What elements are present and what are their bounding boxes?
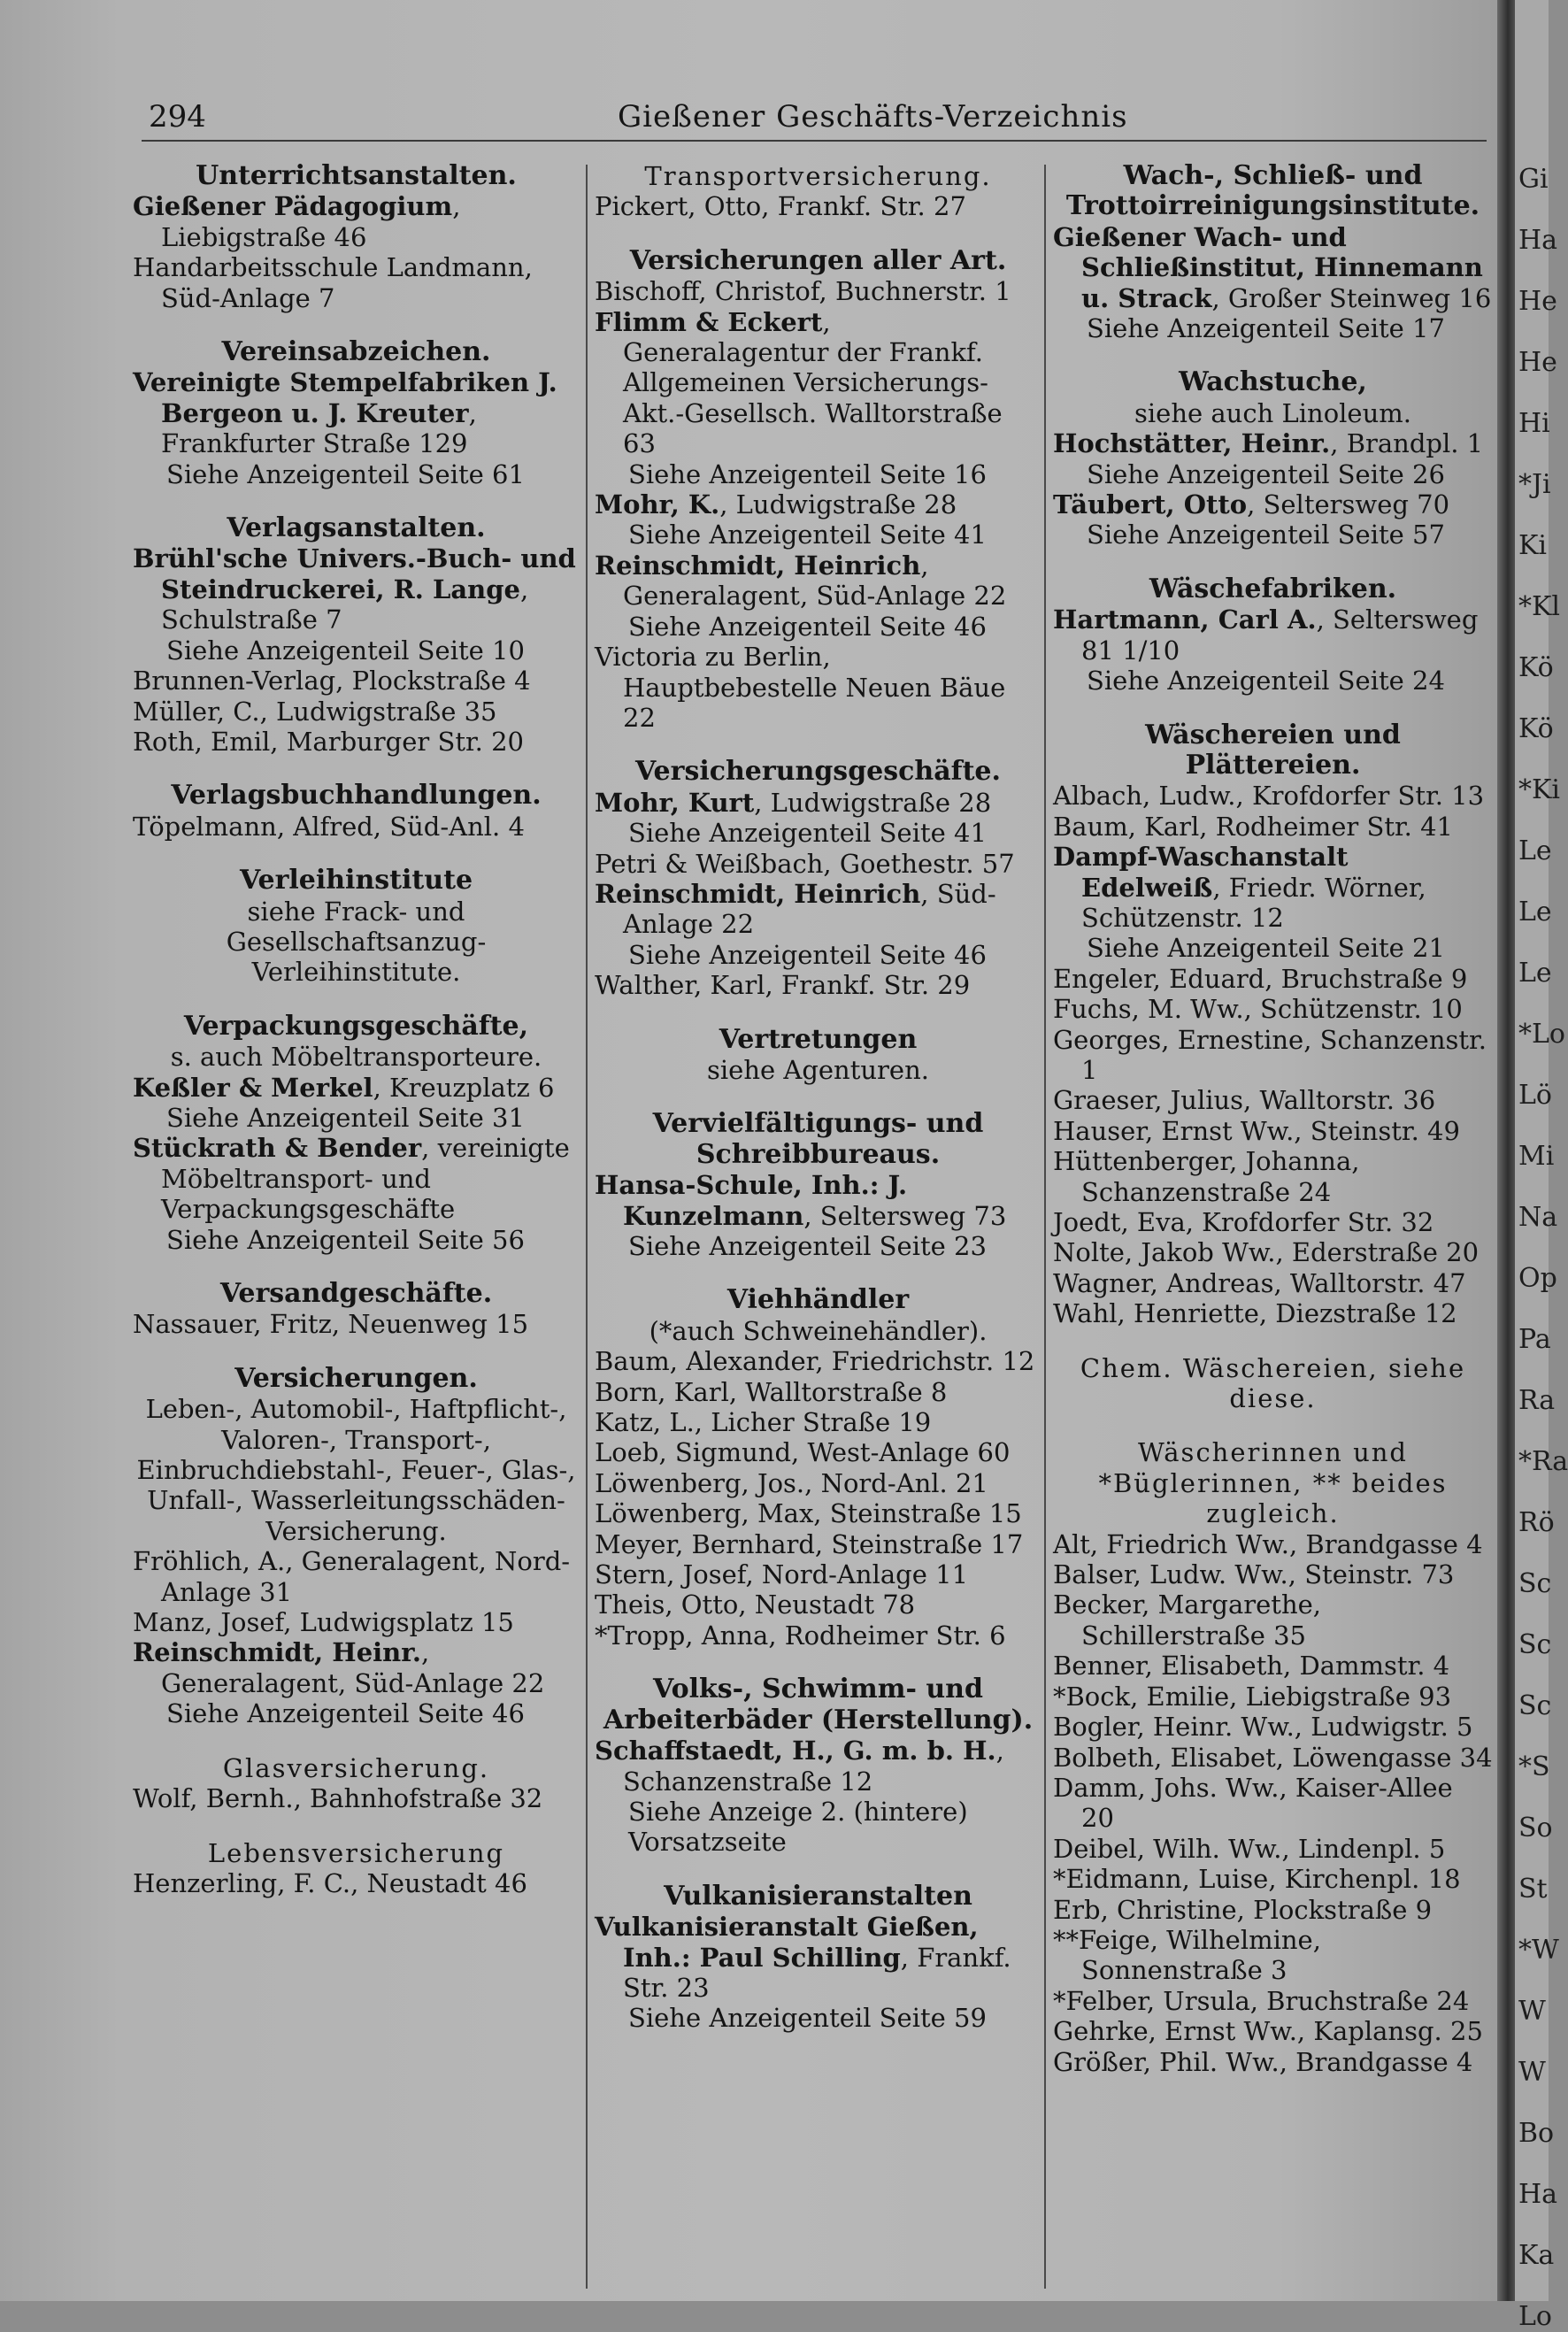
directory-entry	[133, 191, 580, 252]
next-page-fragment: *Ki	[1518, 774, 1561, 805]
directory-entry: Baum, Alexander, Friedrichstr. 12	[595, 1346, 1035, 1377]
section-note: siehe Agenturen.	[707, 1054, 929, 1085]
entry-details: , Generalagentur der Frankf. Allgemeinen Versicherungs-Akt.-Gesellsch. Walltorstraße 63	[623, 306, 1003, 459]
directory-entry: Victoria zu Berlin, Hauptbebestelle Neuen Bäue 22	[595, 642, 1006, 733]
section-gap	[133, 988, 580, 1012]
directory-entry: Löwenberg, Jos., Nord-Anl. 21	[595, 1467, 988, 1498]
section-gap	[1053, 1413, 1493, 1437]
header-rule	[142, 140, 1487, 142]
next-page-fragment: Lö	[1518, 1080, 1552, 1111]
directory-entry: *Eidmann, Luise, Kirchenpl. 18	[1053, 1864, 1461, 1895]
next-page-edge	[1515, 0, 1568, 2332]
section-gap	[595, 1085, 1041, 1109]
advertisement-reference: Siehe Anzeigenteil Seite 46	[166, 1698, 525, 1729]
entry-details: , vereinigte Möbeltransport- und Verpackungsgeschäfte	[161, 1133, 570, 1225]
next-page-fragment: Le	[1518, 897, 1552, 927]
directory-entry: Albach, Ludw., Krofdorfer Str. 13	[1053, 781, 1485, 812]
next-page-fragment: Kö	[1518, 713, 1554, 744]
next-page-fragment: *S	[1518, 1751, 1550, 1782]
section-heading: Versicherungsgeschäfte.	[635, 756, 1001, 788]
directory-entry: Hüttenberger, Johanna, Schanzenstraße 24	[1053, 1146, 1360, 1207]
directory-entry	[595, 788, 1041, 818]
directory-entry: Nolte, Jakob Ww., Ederstraße 20	[1053, 1237, 1480, 1268]
directory-entry	[133, 1133, 580, 1224]
next-page-fragment: Ha	[1518, 225, 1558, 256]
section-heading: Wäschereien und Plättereien.	[1145, 719, 1401, 781]
page-header	[149, 99, 1128, 138]
next-page-fragment: Le	[1518, 958, 1552, 989]
section-gap	[1053, 697, 1493, 720]
advertisement-reference: Siehe Anzeigenteil Seite 59	[628, 2003, 987, 2034]
next-page-fragment: Na	[1518, 1202, 1558, 1233]
entry-name: Reinschmidt, Heinrich	[595, 550, 921, 581]
section-heading: Vulkanisieranstalten	[664, 1880, 972, 1912]
directory-entry: **Feige, Wilhelmine, Sonnenstraße 3	[1053, 1924, 1321, 1986]
directory-entry	[1053, 428, 1493, 458]
section-heading: Verpackungsgeschäfte,	[183, 1010, 529, 1042]
section-heading: Volks-, Schwimm- und Arbeiterbäder (Herstellung).	[603, 1674, 1034, 1736]
section-gap	[133, 842, 580, 866]
section-gap	[595, 733, 1041, 757]
section-note: Leben-, Automobil-, Haftpflicht-, Valoren-, Transport-, Einbruchdiebstahl-, Feuer-, Glas-, Unfall-, Wasserleitungsschäden-Versicherung.	[136, 1394, 576, 1546]
entry-name: Vereinigte Stempelfabriken J. Bergeon u. J. Kreuter	[133, 367, 557, 428]
directory-entry: Baum, Karl, Rodheimer Str. 41	[1053, 811, 1453, 842]
next-page-fragment: *W	[1518, 1935, 1559, 1966]
section-heading: Versicherungen aller Art.	[629, 244, 1007, 276]
entry-name: Brühl'sche Univers.-Buch- und Steindruckerei, R. Lange	[133, 543, 576, 604]
next-page-fragment: So	[1518, 1812, 1553, 1843]
entry-name: Dampf-Waschanstalt Edelweiß	[1053, 842, 1349, 903]
directory-entry: Born, Karl, Walltorstraße 8	[595, 1376, 948, 1407]
entry-details: , Friedr. Wörner, Schützenstr. 12	[1081, 872, 1426, 933]
entry-name: Mohr, Kurt	[595, 787, 755, 818]
advertisement-reference: Siehe Anzeigenteil Seite 17	[1087, 313, 1445, 344]
directory-entry: Benner, Elisabeth, Dammstr. 4	[1053, 1651, 1450, 1682]
directory-entry: Löwenberg, Max, Steinstraße 15	[595, 1498, 1022, 1529]
section-gap	[1053, 343, 1493, 367]
directory-entry	[133, 1637, 580, 1698]
directory-column-3	[1053, 161, 1493, 2294]
next-page-fragment: Ki	[1518, 530, 1548, 561]
section-gap	[595, 1001, 1041, 1025]
directory-entry: Becker, Margarethe, Schillerstraße 35	[1053, 1589, 1321, 1651]
entry-details: , Generalagent, Süd-Anlage 22	[161, 1637, 545, 1698]
entry-name: Keßler & Merkel	[133, 1072, 373, 1103]
entry-details: , Ludwigstraße 28	[719, 489, 957, 520]
directory-entry: Wagner, Andreas, Walltorstr. 47	[1053, 1267, 1466, 1298]
directory-entry	[133, 1073, 580, 1103]
advertisement-reference: Siehe Anzeigenteil Seite 46	[628, 939, 987, 970]
directory-entry	[1053, 842, 1493, 933]
advertisement-reference: Siehe Anzeigenteil Seite 57	[1087, 520, 1445, 550]
next-page-fragment: *Ra	[1518, 1446, 1568, 1477]
subsection-heading: Glasversicherung.	[222, 1752, 490, 1783]
next-page-fragment: *Kl	[1518, 591, 1561, 622]
section-gap	[595, 1858, 1041, 1882]
section-heading: Unterrichtsanstalten.	[196, 160, 517, 191]
directory-entry: Pickert, Otto, Frankf. Str. 27	[595, 191, 966, 222]
entry-name: Hochstätter, Heinr.	[1053, 428, 1331, 459]
section-heading: Verlagsbuchhandlungen.	[171, 780, 542, 812]
directory-entry	[1053, 489, 1493, 520]
directory-entry: Joedt, Eva, Krofdorfer Str. 32	[1053, 1207, 1434, 1237]
entry-details: , Seltersweg 70	[1247, 489, 1450, 520]
entry-details: , Seltersweg 81 1/10	[1081, 604, 1479, 666]
section-gap	[595, 1261, 1041, 1285]
running-title: Gießener Geschäfts-Verzeichnis	[618, 99, 1128, 135]
directory-entry: Gehrke, Ernst Ww., Kaplansg. 25	[1053, 2016, 1483, 2047]
section-gap	[595, 1651, 1041, 1674]
column-divider	[1044, 165, 1046, 2289]
directory-entry: Müller, C., Ludwigstraße 35	[133, 696, 497, 727]
next-page-fragment: St	[1518, 1874, 1548, 1905]
entry-details: , Kreuzplatz 6	[373, 1072, 555, 1103]
entry-details: , Seltersweg 73	[803, 1200, 1007, 1231]
section-gap	[133, 1729, 580, 1753]
entry-details: , Schulstraße 7	[161, 573, 529, 635]
next-page-fragment: *Ji	[1518, 469, 1551, 500]
advertisement-reference: Siehe Anzeigenteil Seite 56	[166, 1224, 525, 1255]
next-page-fragment: Ha	[1518, 2179, 1558, 2210]
directory-entry: Loeb, Sigmund, West-Anlage 60	[595, 1437, 1011, 1468]
next-page-fragment: He	[1518, 347, 1557, 378]
directory-entry: Deibel, Wilh. Ww., Lindenpl. 5	[1053, 1833, 1446, 1864]
directory-entry: Nassauer, Fritz, Neuenweg 15	[133, 1309, 529, 1340]
directory-entry	[595, 879, 1041, 940]
next-page-fragment: W	[1518, 1996, 1546, 2027]
directory-entry: Fröhlich, A., Generalagent, Nord-Anlage 31	[133, 1546, 571, 1607]
entry-name: Reinschmidt, Heinr.	[133, 1637, 421, 1668]
section-heading: Versicherungen.	[234, 1362, 478, 1394]
directory-entry: *Felber, Ursula, Bruchstraße 24	[1053, 1985, 1470, 2016]
next-page-fragment: Lo	[1518, 2301, 1552, 2332]
next-page-fragment: Sc	[1518, 1690, 1552, 1721]
section-gap	[133, 489, 580, 513]
directory-entry: Walther, Karl, Frankf. Str. 29	[595, 970, 971, 1001]
entry-details: , Generalagent, Süd-Anlage 22	[623, 550, 1007, 612]
directory-entry: Meyer, Bernhard, Steinstraße 17	[595, 1528, 1024, 1559]
directory-entry: Katz, L., Licher Straße 19	[595, 1407, 932, 1438]
directory-entry: Hauser, Ernst Ww., Steinstr. 49	[1053, 1115, 1460, 1146]
page-number: 294	[149, 99, 206, 135]
advertisement-reference: Siehe Anzeigenteil Seite 31	[166, 1102, 525, 1133]
directory-entry: Alt, Friedrich Ww., Brandgasse 4	[1053, 1528, 1483, 1559]
section-gap	[133, 1255, 580, 1279]
next-page-fragment: W	[1518, 2057, 1546, 2088]
column-divider	[586, 165, 588, 2289]
entry-name: Mohr, K.	[595, 489, 720, 520]
directory-entry: Töpelmann, Alfred, Süd-Anl. 4	[133, 811, 525, 842]
entry-name: Gießener Wach- und Schließinstitut, Hinnemann u. Strack	[1053, 221, 1483, 313]
directory-entry: Manz, Josef, Ludwigsplatz 15	[133, 1607, 514, 1638]
directory-entry	[133, 367, 580, 458]
entry-name: Schaffstaedt, H., G. m. b. H.	[595, 1736, 996, 1766]
next-page-fragment: Op	[1518, 1263, 1557, 1294]
directory-entry: Fuchs, M. Ww., Schützenstr. 10	[1053, 994, 1463, 1025]
directory-column-1	[133, 161, 580, 2294]
book-binding	[1497, 0, 1515, 2301]
section-gap	[133, 313, 580, 337]
directory-entry: Theis, Otto, Neustadt 78	[595, 1589, 916, 1620]
section-gap	[1053, 1329, 1493, 1353]
entry-name: Hansa-Schule, Inh.: J. Kunzelmann	[595, 1170, 908, 1231]
next-page-fragment: Sc	[1518, 1629, 1552, 1660]
section-note: siehe auch Linoleum.	[1134, 397, 1411, 428]
directory-entry: Balser, Ludw. Ww., Steinstr. 73	[1053, 1559, 1455, 1590]
advertisement-reference: Siehe Anzeigenteil Seite 24	[1087, 666, 1445, 697]
entry-name: Täubert, Otto	[1053, 489, 1248, 520]
advertisement-reference: Siehe Anzeigenteil Seite 41	[628, 520, 987, 550]
advertisement-reference: Siehe Anzeigenteil Seite 21	[1087, 933, 1445, 964]
section-heading: Wach-, Schließ- und Trottoirreinigungsinstitute.	[1065, 160, 1480, 222]
next-page-fragment: Kö	[1518, 652, 1554, 683]
section-heading: Wäschefabriken.	[1149, 573, 1397, 604]
directory-entry: Bogler, Heinr. Ww., Ludwigstr. 5	[1053, 1712, 1473, 1743]
directory-entry: Bolbeth, Elisabet, Löwengasse 34	[1053, 1742, 1493, 1773]
directory-entry	[595, 1912, 1041, 2003]
section-heading: Vereinsabzeichen.	[221, 336, 491, 368]
next-page-fragment: Hi	[1518, 408, 1550, 439]
directory-entry: Handarbeitsschule Landmann, Süd-Anlage 7	[133, 252, 533, 313]
entry-name: Flimm & Eckert	[595, 306, 823, 337]
entry-details: , Frankfurter Straße 129	[161, 397, 477, 459]
directory-entry	[595, 550, 1041, 612]
advertisement-reference: Siehe Anzeigenteil Seite 61	[166, 458, 525, 489]
directory-entry	[1053, 604, 1493, 666]
directory-entry	[133, 543, 580, 635]
entry-details: , Großer Steinweg 16	[1211, 282, 1492, 313]
section-heading: Verlagsanstalten.	[227, 512, 486, 544]
section-heading: Viehhändler	[726, 1284, 910, 1316]
section-note: siehe Frack- und Gesellschaftsanzug-Verleihinstitute.	[226, 896, 487, 988]
advertisement-reference: Siehe Anzeige 2. (hintere) Vorsatzseite	[628, 1796, 968, 1858]
section-heading: Versandgeschäfte.	[219, 1278, 493, 1309]
directory-entry	[595, 1170, 1041, 1231]
section-note: s. auch Möbeltransporteure.	[170, 1042, 542, 1073]
directory-entry: Wolf, Bernh., Bahnhofstraße 32	[133, 1783, 543, 1814]
section-gap	[133, 757, 580, 781]
entry-details: , Ludwigstraße 28	[754, 787, 992, 818]
entry-name: Vulkanisieranstalt Gießen, Inh.: Paul Schilling	[595, 1912, 979, 1973]
directory-entry: Wahl, Henriette, Diezstraße 12	[1053, 1298, 1457, 1329]
subsection-heading: Chem. Wäschereien, siehe diese.	[1080, 1352, 1466, 1414]
entry-details: , Süd-Anlage 22	[623, 878, 996, 940]
next-page-fragment: He	[1518, 286, 1557, 317]
next-page-fragment: Gi	[1518, 164, 1549, 195]
directory-entry	[595, 307, 1041, 459]
advertisement-reference: Siehe Anzeigenteil Seite 10	[166, 635, 525, 666]
next-page-fragment: Le	[1518, 835, 1552, 866]
directory-entry: Petri & Weißbach, Goethestr. 57	[595, 848, 1015, 879]
directory-entry: Brunnen-Verlag, Plockstraße 4	[133, 666, 531, 697]
next-page-fragment: *Lo	[1518, 1019, 1565, 1050]
next-page-fragment: Ka	[1518, 2240, 1555, 2271]
directory-entry: *Bock, Emilie, Liebigstraße 93	[1053, 1681, 1452, 1712]
directory-entry: Roth, Emil, Marburger Str. 20	[133, 726, 525, 757]
directory-entry: Bischoff, Christof, Buchnerstr. 1	[595, 276, 1011, 307]
subsection-heading: Transportversicherung.	[644, 161, 992, 191]
advertisement-reference: Siehe Anzeigenteil Seite 46	[628, 611, 987, 642]
next-page-fragment: Ra	[1518, 1385, 1556, 1416]
directory-entry: Georges, Ernestine, Schanzenstr. 1	[1053, 1024, 1487, 1085]
directory-column-2	[595, 161, 1041, 2294]
directory-entry: Erb, Christine, Plockstraße 9	[1053, 1894, 1433, 1925]
directory-entry: Engeler, Eduard, Bruchstraße 9	[1053, 963, 1468, 994]
section-note: (*auch Schweinehändler).	[649, 1315, 988, 1346]
entry-name: Reinschmidt, Heinrich	[595, 878, 921, 909]
entry-details: , Liebigstraße 46	[161, 191, 461, 252]
advertisement-reference: Siehe Anzeigenteil Seite 16	[628, 458, 987, 489]
next-page-fragment: Mi	[1518, 1141, 1555, 1172]
directory-entry: Graeser, Julius, Walltorstr. 36	[1053, 1085, 1436, 1116]
entry-name: Stückrath & Bender	[133, 1133, 422, 1164]
directory-entry	[595, 489, 1041, 520]
advertisement-reference: Siehe Anzeigenteil Seite 41	[628, 818, 987, 849]
section-heading: Vertretungen	[719, 1023, 918, 1055]
next-page-fragment: Sc	[1518, 1568, 1552, 1599]
directory-entry: Größer, Phil. Ww., Brandgasse 4	[1053, 2046, 1473, 2077]
entry-details: , Brandpl. 1	[1330, 428, 1484, 459]
directory-entry	[1053, 222, 1493, 313]
directory-entry: Damm, Johs. Ww., Kaiser-Allee 20	[1053, 1772, 1453, 1834]
section-heading: Wachstuche,	[1179, 366, 1367, 398]
section-gap	[1053, 550, 1493, 574]
section-gap	[133, 1814, 580, 1838]
section-heading: Vervielfältigungs- und Schreibbureaus.	[652, 1108, 984, 1170]
section-gap	[133, 1340, 580, 1364]
section-gap	[595, 222, 1041, 246]
directory-entry: Stern, Josef, Nord-Anlage 11	[595, 1559, 969, 1590]
subsection-heading: Lebensversicherung	[207, 1837, 505, 1868]
directory-entry	[595, 1736, 1041, 1797]
entry-details: , Schanzenstraße 12	[623, 1736, 1004, 1797]
section-heading: Verleihinstitute	[239, 865, 473, 897]
entry-name: Hartmann, Carl A.	[1053, 604, 1317, 635]
directory-entry: *Tropp, Anna, Rodheimer Str. 6	[595, 1620, 1006, 1651]
entry-name: Gießener Pädagogium	[133, 191, 453, 222]
next-page-fragment: Bo	[1518, 2118, 1555, 2149]
advertisement-reference: Siehe Anzeigenteil Seite 23	[628, 1231, 987, 1261]
directory-entry: Henzerling, F. C., Neustadt 46	[133, 1867, 527, 1898]
next-page-fragment: Rö	[1518, 1507, 1555, 1538]
entry-details: , Frankf. Str. 23	[623, 1942, 1011, 2003]
advertisement-reference: Siehe Anzeigenteil Seite 26	[1087, 458, 1445, 489]
next-page-fragment: Pa	[1518, 1324, 1551, 1355]
subsection-heading: Wäscherinnen und *Büglerinnen, ** beides zugleich.	[1098, 1437, 1448, 1529]
